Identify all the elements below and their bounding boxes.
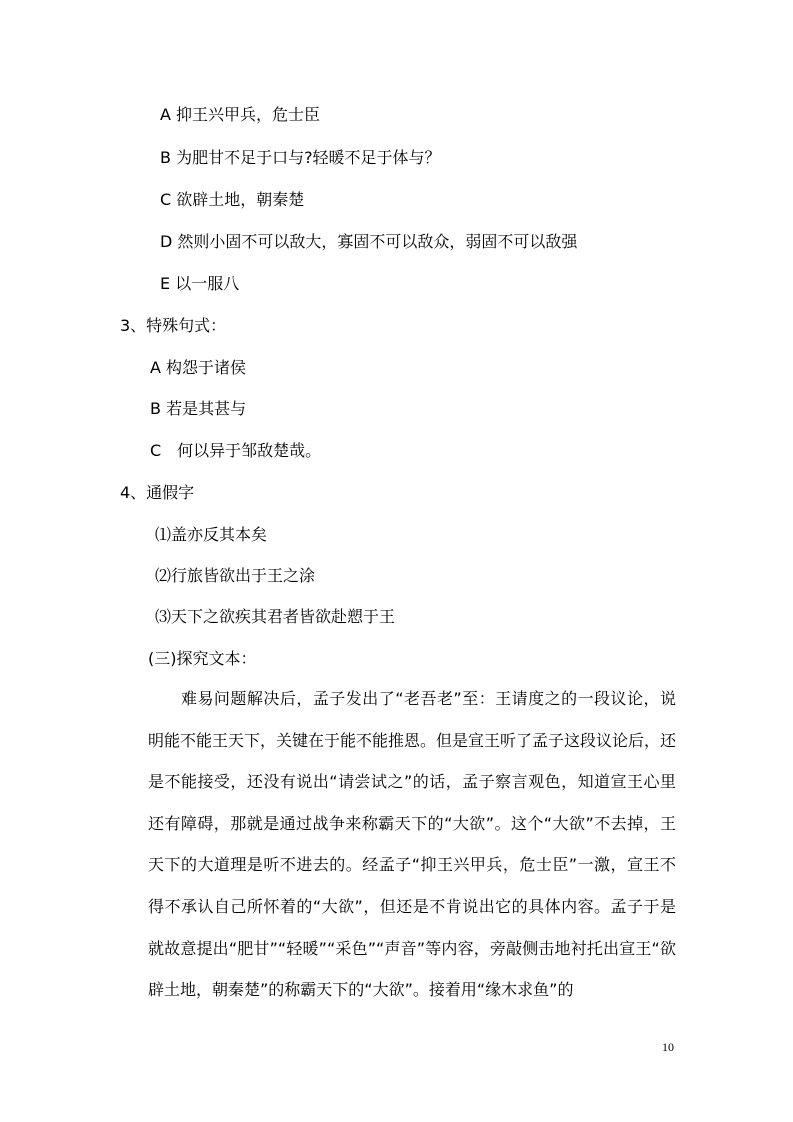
- sentence-pattern-b: B 若是其甚与: [150, 399, 247, 418]
- sentence-pattern-c: C 何以异于邹敌楚哉。: [150, 441, 322, 460]
- body-paragraph: [148, 678, 676, 1011]
- loan-character-3: ⑶天下之欲疾其君者皆欲赴愬于王: [155, 607, 396, 626]
- section-heading-explore: (三)探究文本：: [148, 649, 257, 668]
- section-heading-4: 4、通假字: [120, 483, 195, 502]
- item-e: E 以一服八: [160, 274, 240, 293]
- loan-character-1: ⑴盖亦反其本矣: [155, 525, 268, 544]
- section-heading-3: 3、特殊句式：: [120, 316, 227, 335]
- page-number: 10: [662, 1040, 674, 1054]
- item-d: D 然则小固不可以敌大，寡固不可以敌众，弱固不可以敌强: [160, 232, 578, 251]
- paragraph-text: 难易问题解决后，孟子发出了“老吾老”至：王请度之的一段议论，说明能不能王天下，关键在于能不能推恩。但是宣王听了孟子这段议论后，还是不能接受，还没有说出“请尝试之”的话，孟子察言观色，知道宣王心里还有障碍，那就是通过战争来称霸天下的“大欲”。这个“大欲”不去掉，王天下的大道理是听不进去的。经孟子“抑王兴甲兵，危士臣”一激，宣王不得不承认自己所怀着的“大欲”，但还是不肯说出它的具体内容。孟子于是就故意提出“肥甘”“轻暖”“采色”“声音”等内容，旁敲侧击地衬托出宣王“欲辟土地，朝秦楚”的称霸天下的“大欲”。接着用“缘木求鱼”的: [148, 689, 677, 1000]
- item-a: A 抑王兴甲兵，危士臣: [160, 105, 321, 124]
- item-b: B 为肥甘不足于口与?轻暖不足于体与？: [160, 148, 441, 167]
- loan-character-2: ⑵行旅皆欲出于王之涂: [155, 566, 316, 585]
- sentence-pattern-a: A 构怨于诸侯: [150, 358, 247, 377]
- item-c: C 欲辟土地，朝秦楚: [160, 190, 305, 209]
